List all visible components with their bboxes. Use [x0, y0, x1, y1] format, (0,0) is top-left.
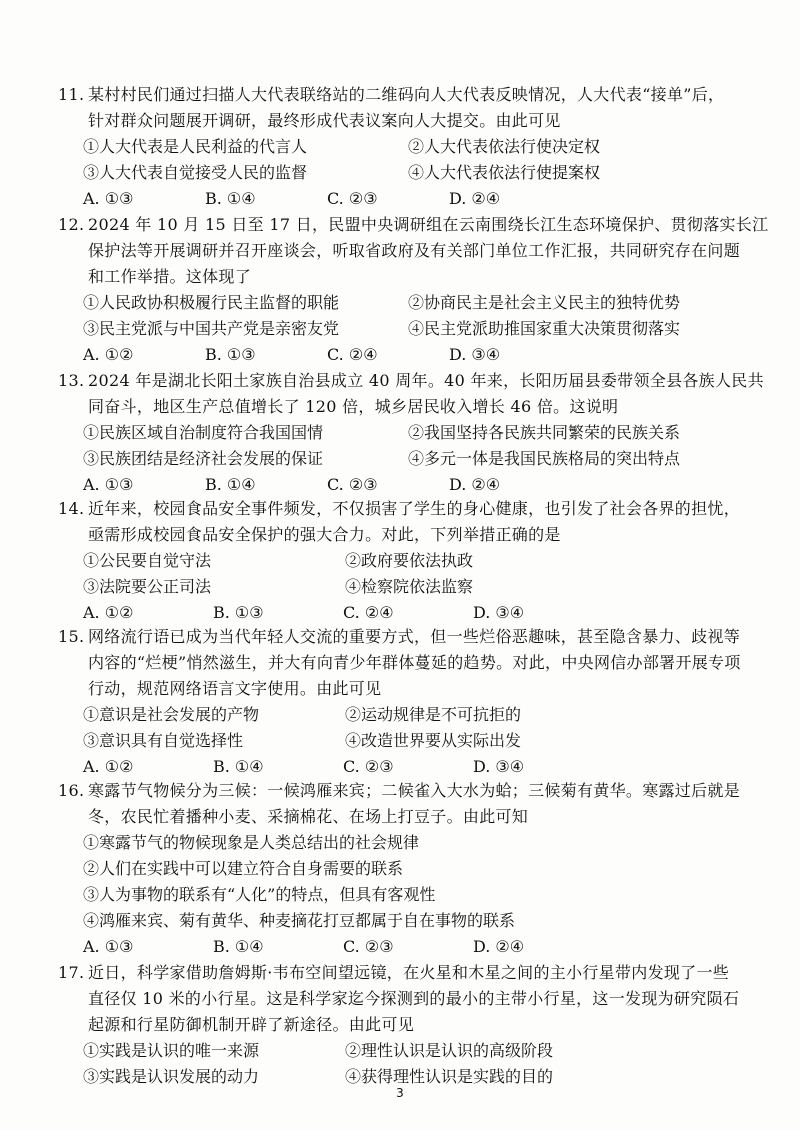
options — [58, 420, 748, 472]
question-stem: 和工作举措。这体现了 — [88, 267, 252, 286]
question-stem: 冬，农民忙着播种小麦、采摘棉花、在场上打豆子。由此可知 — [88, 807, 529, 826]
question-stem: 针对群众问题展开调研，最终形成代表议案向人大提交。由此可见 — [88, 111, 561, 130]
option: ③意识具有自觉选择性 — [83, 731, 244, 750]
option: ②运动规律是不可抗拒的 — [345, 705, 522, 724]
option: ②我国坚持各民族共同繁荣的民族关系 — [408, 423, 681, 442]
answer-choice: D. ②④ — [473, 937, 525, 956]
option: ④鸿雁来宾、菊有黄华、种麦摘花打豆都属于自在事物的联系 — [83, 911, 516, 930]
option: ①民族区域自治制度符合我国国情 — [83, 423, 324, 442]
option: ③实践是认识发展的动力 — [83, 1067, 260, 1086]
option: ④获得理性认识是实践的目的 — [345, 1067, 554, 1086]
question-15 — [58, 624, 748, 780]
answer-choice: D. ③④ — [449, 345, 501, 364]
question-number: 16. — [58, 781, 85, 800]
question-17 — [58, 960, 748, 1090]
page-number: 3 — [396, 1086, 404, 1100]
answer-choice: A. ①② — [83, 757, 134, 776]
option: ④人大代表依法行使提案权 — [408, 163, 601, 182]
question-stem: 亟需形成校园食品安全保护的强大合力。对此，下列举措正确的是 — [88, 525, 561, 544]
option: ②人们在实践中可以建立符合自身需要的联系 — [83, 859, 404, 878]
question-number: 11. — [58, 85, 85, 104]
options — [58, 134, 748, 186]
answer-choice: A. ①② — [83, 603, 134, 622]
answer-choices — [58, 342, 748, 368]
question-stem: 起源和行星防御机制开辟了新途径。由此可见 — [88, 1015, 415, 1034]
question-stem: 近日，科学家借助詹姆斯·韦布空间望远镜，在火星和木星之间的主小行星带内发现了一些 — [88, 963, 730, 982]
question-stem: 2024 年 10 月 15 日至 17 日，民盟中央调研组在云南围绕长江生态环境保护、贯彻落实长江 — [88, 215, 769, 234]
answer-choice: D. ③④ — [473, 757, 525, 776]
question-stem: 同奋斗，地区生产总值增长了 120 倍，城乡居民收入增长 46 倍。这说明 — [88, 397, 619, 416]
answer-choice: C. ②③ — [343, 757, 394, 776]
question-number: 17. — [58, 963, 85, 982]
option: ③人为事物的联系有“人化”的特点，但具有客观性 — [83, 885, 436, 904]
question-number: 15. — [58, 627, 85, 646]
option: ④改造世界要从实际出发 — [345, 731, 522, 750]
options — [58, 830, 748, 934]
question-stem: 内容的“烂梗”悄然滋生，并大有向青少年群体蔓延的趋势。对此，中央网信办部署开展专项 — [88, 653, 741, 672]
question-number: 14. — [58, 499, 85, 518]
question-16 — [58, 778, 748, 960]
question-stem: 网络流行语已成为当代年轻人交流的重要方式，但一些烂俗恶趣味，甚至隐含暴力、歧视等 — [88, 627, 741, 646]
question-number: 13. — [58, 371, 85, 390]
question-stem: 行动，规范网络语言文字使用。由此可见 — [88, 679, 382, 698]
answer-choice: C. ②③ — [327, 475, 378, 494]
option: ④检察院依法监察 — [345, 577, 474, 596]
question-14 — [58, 496, 748, 626]
question-13 — [58, 368, 764, 498]
question-12 — [58, 212, 769, 368]
option: ②政府要依法执政 — [345, 551, 474, 570]
answer-choices — [58, 472, 748, 498]
answer-choice: A. ①③ — [83, 475, 134, 494]
answer-choice: B. ①④ — [213, 757, 264, 776]
question-stem: 寒露节气物候分为三候：一候鸿雁来宾；二候雀入大水为蛤；三候菊有黄华。寒露过后就是 — [88, 781, 741, 800]
option: ③人大代表自觉接受人民的监督 — [83, 163, 308, 182]
question-11 — [58, 82, 748, 212]
option: ①实践是认识的唯一来源 — [83, 1041, 260, 1060]
question-stem: 近年来，校园食品安全事件频发，不仅损害了学生的身心健康，也引发了社会各界的担忧， — [88, 499, 741, 518]
question-stem: 某村村民们通过扫描人大代表联络站的二维码向人大代表反映情况，人大代表“接单”后， — [88, 85, 725, 104]
question-number: 12. — [58, 215, 85, 234]
option: ①寒露节气的物候现象是人类总结出的社会规律 — [83, 833, 420, 852]
option: ③民主党派与中国共产党是亲密友党 — [83, 319, 340, 338]
option: ②协商民主是社会主义民主的独特优势 — [408, 293, 681, 312]
answer-choice: B. ①③ — [205, 345, 256, 364]
answer-choice: B. ①④ — [205, 189, 256, 208]
answer-choice: C. ②④ — [343, 603, 394, 622]
answer-choices — [58, 934, 748, 960]
answer-choice: D. ②④ — [449, 475, 501, 494]
option: ③民族团结是经济社会发展的保证 — [83, 449, 324, 468]
question-stem: 直径仅 10 米的小行星。这是科学家迄今探测到的最小的主带小行星，这一发现为研究陨石 — [88, 989, 740, 1008]
answer-choice: A. ①② — [83, 345, 134, 364]
option: ③法院要公正司法 — [83, 577, 212, 596]
option: ①人民政协积极履行民主监督的职能 — [83, 293, 340, 312]
option: ①人大代表是人民利益的代言人 — [83, 137, 308, 156]
answer-choices — [58, 754, 748, 780]
answer-choices — [58, 186, 748, 212]
question-stem: 2024 年是湖北长阳土家族自治县成立 40 周年。40 年来，长阳历届县委带领全县各族人民共 — [88, 371, 764, 390]
option: ①公民要自觉守法 — [83, 551, 212, 570]
options — [58, 548, 748, 600]
answer-choices — [58, 600, 748, 626]
answer-choice: C. ②④ — [327, 345, 378, 364]
answer-choice: A. ①③ — [83, 189, 134, 208]
option: ②理性认识是认识的高级阶段 — [345, 1041, 554, 1060]
options — [58, 1038, 748, 1090]
option: ④民主党派助推国家重大决策贯彻落实 — [408, 319, 681, 338]
answer-choice: A. ①③ — [83, 937, 134, 956]
answer-choice: C. ②③ — [343, 937, 394, 956]
option: ①意识是社会发展的产物 — [83, 705, 260, 724]
answer-choice: B. ①④ — [213, 937, 264, 956]
option: ②人大代表依法行使决定权 — [408, 137, 601, 156]
question-stem: 保护法等开展调研并召开座谈会，听取省政府及有关部门单位工作汇报，共同研究存在问题 — [88, 241, 741, 260]
answer-choice: B. ①④ — [205, 475, 256, 494]
options — [58, 702, 748, 754]
option: ④多元一体是我国民族格局的突出特点 — [408, 449, 681, 468]
answer-choice: C. ②③ — [327, 189, 378, 208]
answer-choice: B. ①③ — [213, 603, 264, 622]
answer-choice: D. ②④ — [449, 189, 501, 208]
options — [58, 290, 748, 342]
answer-choice: D. ③④ — [473, 603, 525, 622]
